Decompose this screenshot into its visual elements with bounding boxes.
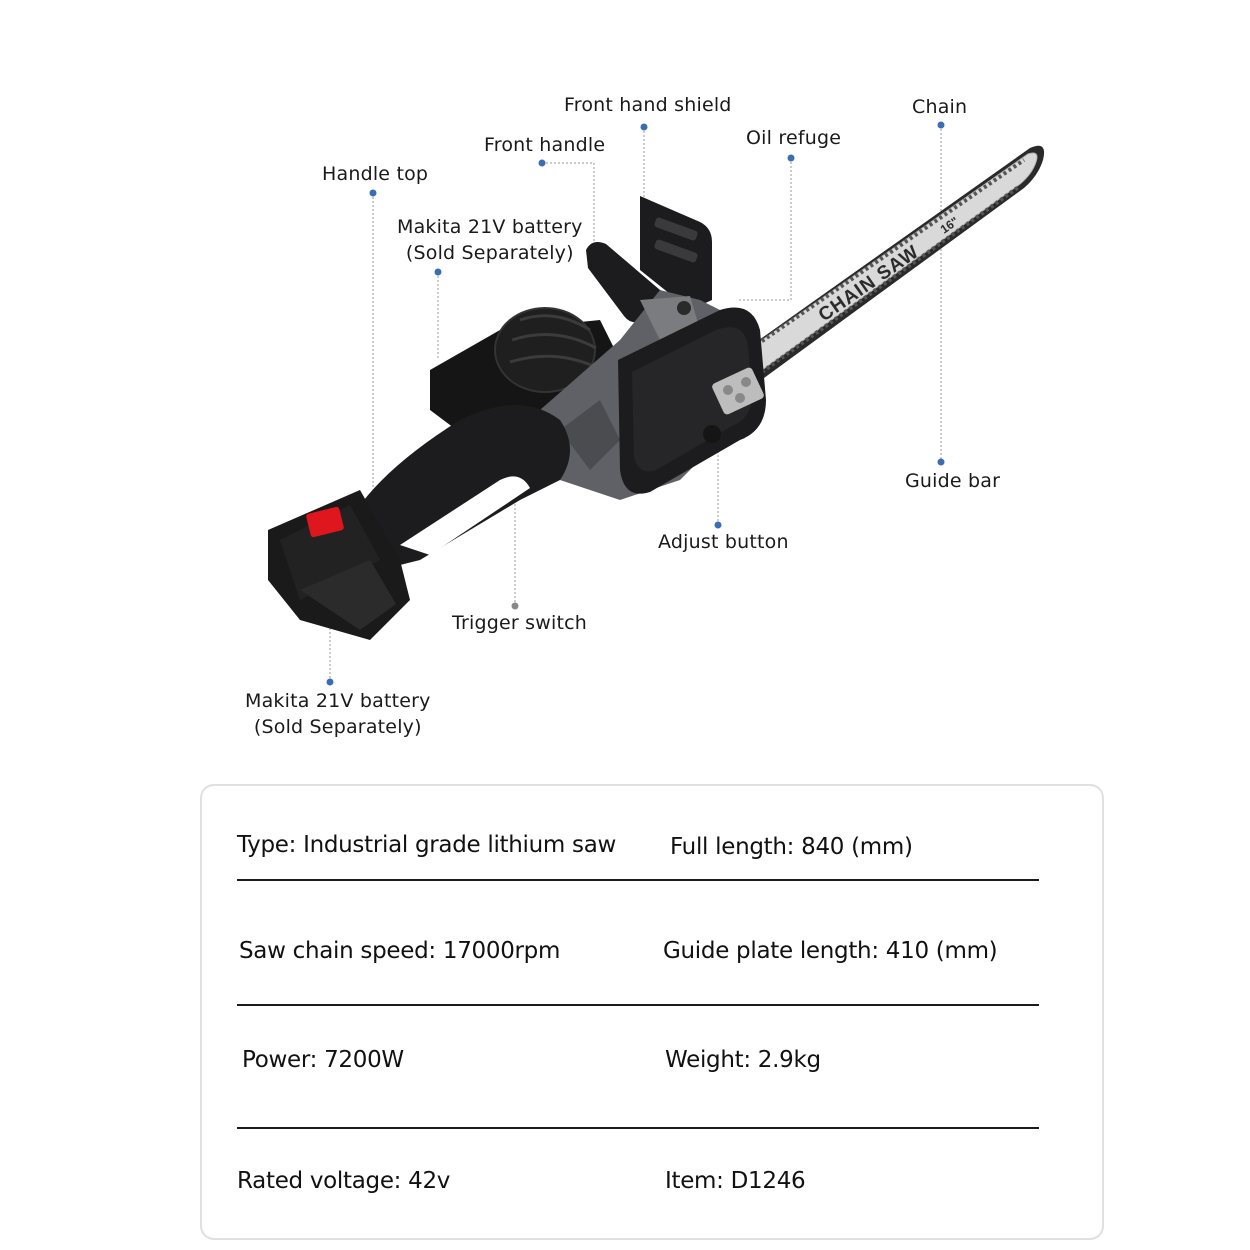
label-trigger-switch: Trigger switch	[452, 612, 588, 634]
spec-chain-speed: Saw chain speed: 17000rpm	[239, 938, 561, 964]
bar-size-text: 16"	[937, 214, 962, 237]
spec-divider	[237, 1127, 1039, 1129]
spec-divider	[237, 879, 1039, 881]
label-adjust-button: Adjust button	[658, 531, 789, 553]
label-battery-bottom	[245, 688, 431, 740]
label-battery-top-line2: (Sold Separately)	[405, 242, 574, 264]
label-oil-refuge: Oil refuge	[746, 127, 842, 149]
spec-card	[200, 784, 1104, 1240]
label-handle-top: Handle top	[322, 163, 429, 185]
spec-item: Item: D1246	[665, 1168, 806, 1194]
spec-type: Type: Industrial grade lithium saw	[237, 832, 617, 858]
label-guide-bar: Guide bar	[905, 470, 1001, 492]
bar-brand-text: CHAIN SAW	[814, 241, 924, 327]
label-battery-bottom-line1: Makita 21V battery	[245, 690, 431, 712]
spec-guide-plate-length: Guide plate length: 410 (mm)	[663, 938, 998, 964]
label-front-handle: Front handle	[484, 134, 606, 156]
spec-power: Power: 7200W	[242, 1047, 404, 1073]
label-battery-top-line1: Makita 21V battery	[397, 216, 583, 238]
label-front-hand-shield: Front hand shield	[564, 94, 732, 116]
spec-full-length: Full length: 840 (mm)	[670, 834, 913, 860]
label-battery-top	[397, 214, 583, 266]
spec-divider	[237, 1004, 1039, 1006]
label-chain: Chain	[912, 96, 968, 118]
spec-weight: Weight: 2.9kg	[665, 1047, 821, 1073]
guide-bar	[742, 146, 1044, 378]
spec-rated-voltage: Rated voltage: 42v	[237, 1168, 451, 1194]
label-battery-bottom-line2: (Sold Separately)	[253, 716, 422, 738]
